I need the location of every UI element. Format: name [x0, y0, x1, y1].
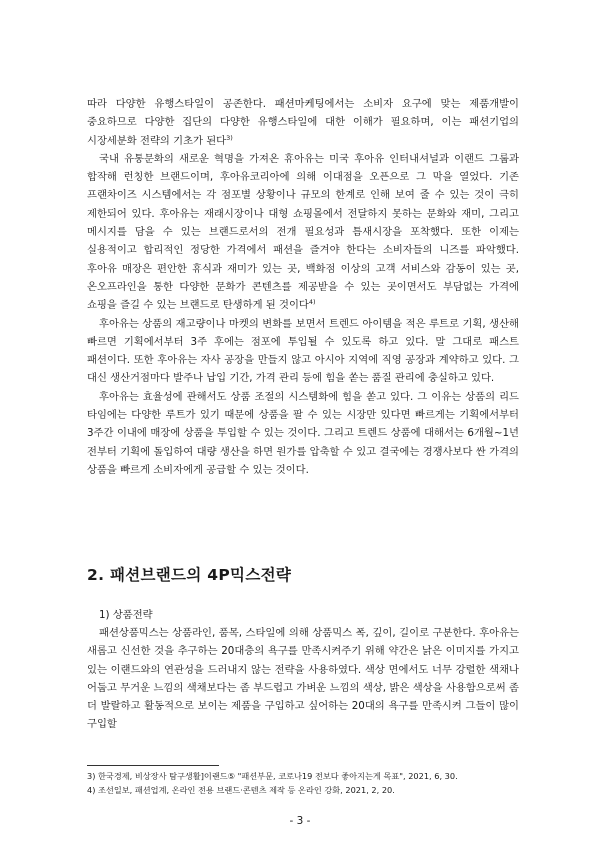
paragraph-5: 패션상품믹스는 상품라인, 품목, 스타일에 의해 상품믹스 폭, 깊이, 길이로 구분한다. 후아유는 새롭고 신선한 것을 추구하는 20대층의 욕구를 만족시켜주기 위해 약간은 낡은 이미지를 가지고 있는 이랜드와의 연관성을 드러내지 않는 전략을 사용하였다. 색상 면에서도 너무 강렬한 색채나 어둡고 무거운 느낌의 색채보다는 좀 부드럽고 가벼운 느낌의 색상, 밝은 색상을 사용함으로써 좀 더 발랄하고 활동적으로 보이는 제품을 구입하고 싶어하는 20대의 욕구를 만족시켜 그들이 많이 구입할	[87, 627, 519, 731]
subsection-heading: 1) 상품전략	[99, 609, 153, 621]
page-number: - 3 -	[289, 815, 311, 827]
paragraph-2: 국내 유통문화의 새로운 혁명을 가져온 휴아유는 미국 후아유 인터내셔널과 이랜드 그룹과 합작해 런칭한 브랜드이며, 후아유코리아에 의해 이대점을 오픈으로 그 막을 열었다. 기존 프랜차이즈 시스템에서는 각 점포별 상황이나 규모의 한계로 인해 보여 줄 수 있는 것이 극히 제한되어 있다. 후아유는 재래시장이나 대형 쇼핑몰에서 전달하지 못하는 문화와 재미, 그리고 메시지를 담을 수 있는 브랜드로서의 전개 필요성과 틈새시장을 포착했다. 또한 이제는 실용적이고 합리적인 정당한 가격에서 패션을 즐겨야 한다는 소비자들의 니즈를 파악했다. 후아유 매장은 편안한 휴식과 재미가 있는 곳, 백화점 이상의 고객 서비스와 감동이 있는 곳, 온오프라인을 통한 다양한 문화가 콘텐츠를 제공받을 수 있는 곳이면서도 부담없는 가격에 쇼핑을 즐길 수 있는 브랜드로 탄생하게 된 것이다$^{4)}$	[87, 152, 519, 312]
footnote-ref-4: 4)	[308, 298, 316, 307]
paragraph-1: 따라 다양한 유행스타일이 공존한다. 패션마케팅에서는 소비자 요구에 맞는 제품개발이 중요하므로 다양한 집단의 다양한 유행스타일에 대한 이해가 필요하며, 이는 패션기업의 시장세분화 전략의 기초가 된다$^{3)}$	[87, 98, 519, 147]
footnote-ref-3: 3)	[226, 133, 233, 142]
body-text-top	[87, 95, 519, 479]
section-heading: 2. 패션브랜드의 4P믹스전략	[87, 566, 292, 584]
footnote-divider	[87, 765, 219, 766]
footnote-3: 3) 한국경제, 비상장사 탐구생활]이랜드⑤ "패션부문, 코로나19 전보다 좋아지는게 목표", 2021, 6, 30.	[87, 771, 458, 781]
paragraph-3: 후아유는 상품의 재고량이나 마켓의 변화를 보면서 트렌드 아이템을 적은 루트로 기획, 생산해 빠르면 기획에서부터 3주 후에는 점포에 투입될 수 있도록 하고 있다. 말 그대로 패스트 패션이다. 또한 후아유는 자사 공장을 만들지 않고 아시아 지역에 직영 공장과 계약하고 있다. 그 대신 생산거점마다 발주나 납입 기간, 가격 관리 등에 힘을 쏟는 품질 관리에 충실하고 있다.	[87, 317, 519, 385]
footnote-4: 4) 조선일보, 패션업계, 온라인 전용 브랜드·콘텐츠 제작 등 온라인 강화, 2021, 2, 20.	[87, 785, 395, 795]
paragraph-4: 후아유는 효율성에 관해서도 상품 조절의 시스템화에 힘을 쏟고 있다. 그 이유는 상품의 리드 타임에는 다양한 루트가 있기 때문에 상품을 팔 수 있는 시장만 있다면 빠르게는 기획에서부터 3주간 이내에 매장에 상품을 투입할 수 있는 것이다. 그리고 트렌드 상품에 대해서는 6개월~1년 전부터 기획에 돌입하여 대량 생산을 하면 원가를 압축할 수 있고 결국에는 경쟁사보다 싼 가격의 상품을 빠르게 소비자에게 공급할 수 있는 것이다.	[87, 390, 519, 476]
body-text-bottom	[87, 624, 519, 734]
